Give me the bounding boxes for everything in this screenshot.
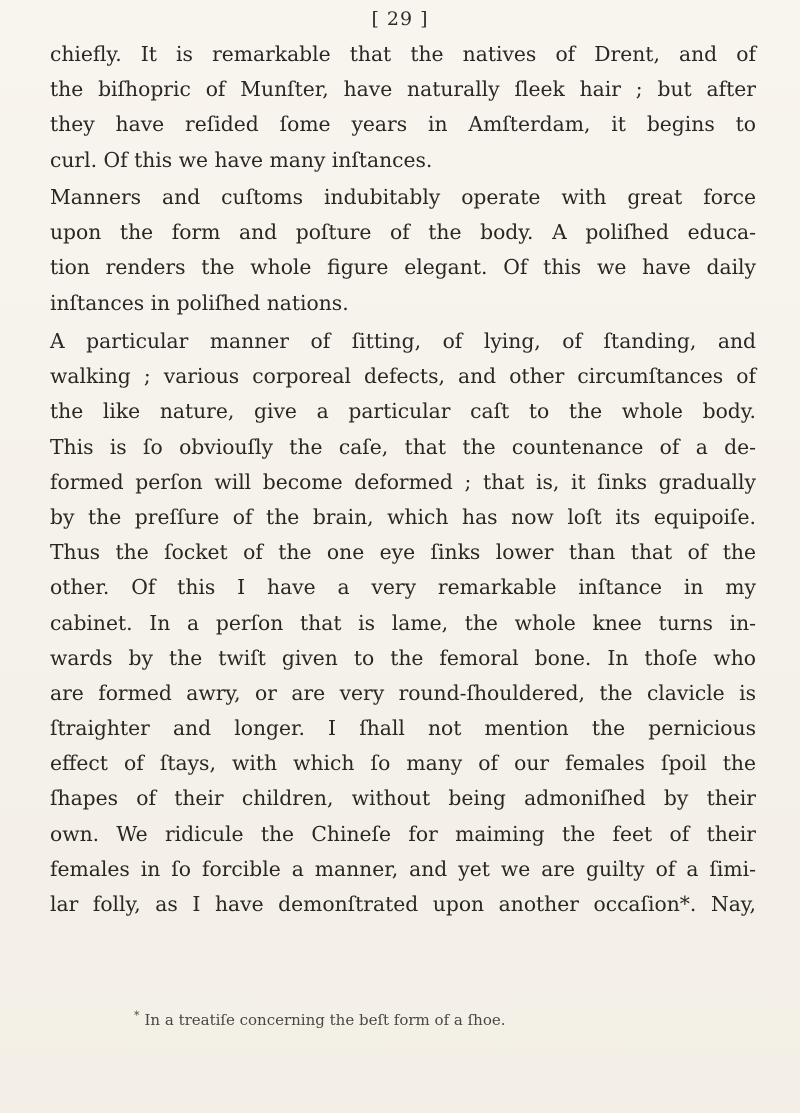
- text-line: by the preſſure of the brain, which has now loſt its equipoiſe.: [50, 504, 756, 529]
- text-line: ſhapes of their children, without being admoniſhed by their: [50, 786, 756, 811]
- paragraph-1: [50, 37, 756, 178]
- text-line: other. Of this I have a very remarkable inſtance in my: [50, 575, 756, 600]
- text-line: walking ; various corporeal defects, and other circumſtances of: [50, 364, 756, 389]
- footnote-mark: *: [134, 1009, 140, 1022]
- text-line: cabinet. In a perſon that is lame, the whole knee turns in-: [50, 610, 756, 635]
- text-line: Manners and cuſtoms indubitably operate with great force: [50, 185, 756, 209]
- text-line: are formed awry, or are very round-ſhouldered, the clavicle is: [50, 680, 756, 705]
- text-line: they have reſided ſome years in Amſterdam, it begins to: [50, 112, 756, 137]
- text-line: the biſhopric of Munſter, have naturally ſleek hair ; but after: [50, 77, 756, 102]
- text-line: tion renders the whole figure elegant. Of this we have daily: [50, 255, 756, 280]
- text-line: Thus the ſocket of the one eye ſinks lower than that of the: [50, 540, 756, 565]
- text-line: effect of ſtays, with which ſo many of our females ſpoil the: [50, 751, 756, 776]
- text-line: inſtances in poliſhed nations.: [50, 290, 349, 315]
- text-line: the like nature, give a particular caſt to the whole body.: [50, 399, 756, 424]
- paragraph-3: [50, 324, 756, 922]
- text-line: A particular manner of ſitting, of lying, of ſtanding, and: [50, 329, 756, 353]
- text-line: This is ſo obviouſly the caſe, that the countenance of a de-: [50, 434, 756, 459]
- text-line: upon the form and poſture of the body. A poliſhed educa-: [50, 220, 756, 245]
- text-line: curl. Of this we have many inſtances.: [50, 147, 433, 172]
- page-number: [ 29 ]: [371, 8, 429, 30]
- text-line: chiefly. It is remarkable that the natives of Drent, and of: [50, 42, 756, 66]
- paragraph-2: [50, 180, 756, 321]
- text-line: ſtraighter and longer. I ſhall not mention the pernicious: [50, 716, 756, 741]
- text-line: females in ſo forcible a manner, and yet we are guilty of a ſimi-: [50, 856, 756, 881]
- text-line: lar folly, as I have demonſtrated upon another occaſion*. Nay,: [50, 892, 756, 916]
- text-line: own. We ridicule the Chineſe for maiming the feet of their: [50, 821, 756, 846]
- text-line: wards by the twiſt given to the femoral bone. In thoſe who: [50, 645, 756, 670]
- footnote: [134, 1009, 506, 1029]
- footnote-text: In a treatiſe concerning the beſt form of a ſhoe.: [144, 1011, 506, 1029]
- text-line: formed perſon will become deformed ; that is, it ſinks gradually: [50, 469, 756, 494]
